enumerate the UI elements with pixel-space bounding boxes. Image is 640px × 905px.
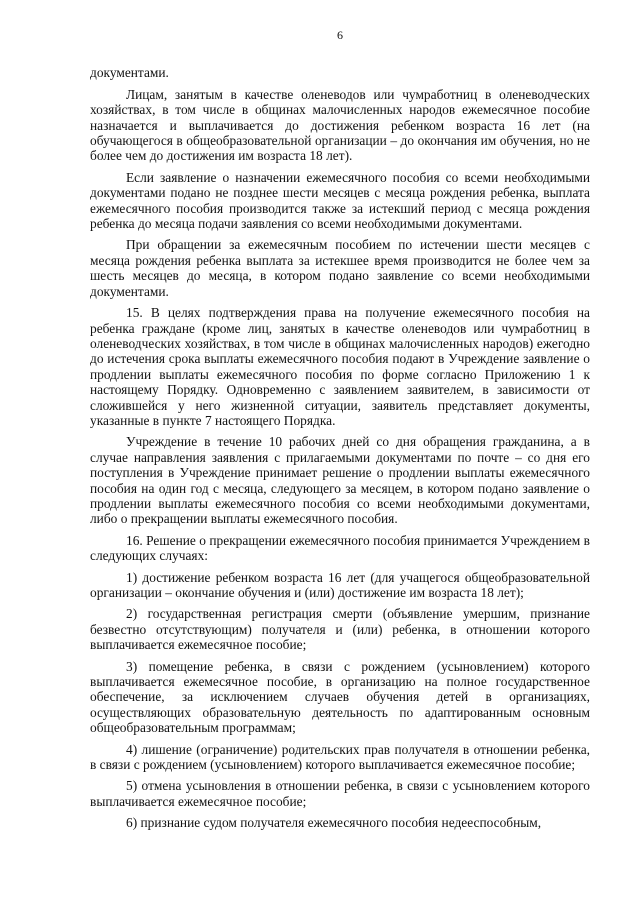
page-number: 6 (337, 28, 343, 42)
paragraph-continuation: документами. (90, 65, 169, 81)
list-item-2: 2) государственная регистрация смерти (объявление умершим, признание безвестно отсутствующим) получателя и (или) ребенка, в отношении которого выплачивается ежемесячное пособие; (90, 606, 590, 653)
list-item-6: 6) признание судом получателя ежемесячного пособия недееспособным, (126, 815, 542, 831)
paragraph-clause-16: 16. Решение о прекращении ежемесячного пособия принимается Учреждением в следующих случаях: (90, 532, 590, 564)
list-item-3: 3) помещение ребенка, в связи с рождением (усыновлением) которого выплачивается ежемесячное пособие, в организацию на полное государственное обеспечение, за исключением случаев обучения детей в организациях, осуществляющих образовательную деятельность по адаптированным основным общеобразовательным программам; (90, 658, 590, 736)
paragraph-institution-decision: Учреждение в течение 10 рабочих дней со дня обращения гражданина, а в случае направления заявления с прилагаемыми документами по почте – со дня его поступления в Учреждение принимает решение о продлении выплаты ежемесячного пособия на один год с месяца, следующего за месяцем, в котором подано заявление о продлении выплаты ежемесячного пособия со всеми необходимыми документами, либо о прекращении выплаты ежемесячного пособия. (90, 434, 590, 527)
paragraph-clause-15: 15. В целях подтверждения права на получение ежемесячного пособия на ребенка граждане (кроме лиц, занятых в качестве оленеводов или чумработниц в оленеводческих хозяйствах, в том числе в общинах малочисленных народов) ежегодно до истечения срока выплаты ежемесячного пособия подают в Учреждение заявление о продлении выплаты ежемесячного пособия по форме согласно Приложению 1 к настоящему Порядку. Одновременно с заявлением заявителем, в зависимости от сложившейся у него жизненной ситуации, заявитель представляет документы, указанные в пункте 7 настоящего Порядка. (90, 305, 590, 428)
document-page (90, 28, 590, 837)
paragraph-application-after-six-months: При обращении за ежемесячным пособием по истечении шести месяцев с месяца рождения ребенка выплата за истекшее время производится не более чем за шесть месяцев до месяца, в котором подано заявление со всеми необходимыми документами. (90, 237, 590, 299)
paragraph-reindeer-herders: Лицам, занятым в качестве оленеводов или чумработниц в оленеводческих хозяйствах, в том числе в общинах малочисленных народов ежемесячное пособие назначается и выплачивается до достижения ребенком возраста 16 лет (на обучающегося в общеобразовательной организации – до окончания им обучения, но не более чем до достижения им возраста 18 лет). (90, 86, 590, 164)
list-item-4: 4) лишение (ограничение) родительских прав получателя в отношении ребенка, в связи с рождением (усыновлением) которого выплачивается ежемесячное пособие; (90, 741, 590, 773)
paragraph-application-within-six-months: Если заявление о назначении ежемесячного пособия со всеми необходимыми документами подано не позднее шести месяцев с месяца рождения ребенка, выплата ежемесячного пособия производится также за истекший период с месяца рождения ребенка до месяца подачи заявления со всеми необходимыми документами. (90, 169, 590, 232)
list-item-5: 5) отмена усыновления в отношении ребенка, в связи с усыновлением которого выплачивается ежемесячное пособие; (90, 778, 590, 809)
list-item-1: 1) достижение ребенком возраста 16 лет (для учащегося общеобразовательной организации – окончание обучения и (или) достижение им возраста 18 лет); (90, 569, 590, 600)
